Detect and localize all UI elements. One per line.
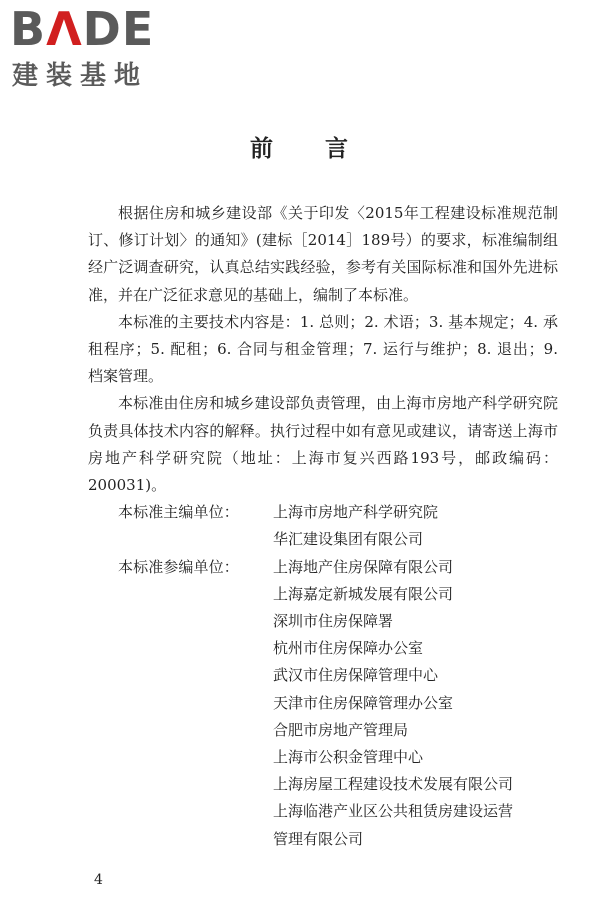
- document-body: [88, 200, 558, 853]
- org-name: 上海市房地产科学研究院: [273, 503, 439, 522]
- chief-editors-label: 本标准主编单位：: [118, 503, 239, 522]
- paragraph: 本标准由住房和城乡建设部负责管理，由上海市房地产科学研究院负责具体技术内容的解释。执行过程中如有意见或建议，请寄送上海市房地产科学研究院（地址：上海市复兴西路193号，邮政编码：200031)。: [88, 394, 558, 495]
- org-name: 天津市住房保障管理办公室: [273, 693, 454, 712]
- org-name: 杭州市住房保障办公室: [273, 639, 424, 658]
- page-number: 4: [94, 872, 103, 888]
- org-name: 武汉市住房保障管理中心: [273, 666, 439, 685]
- logo-subtitle: 建装基地: [12, 61, 149, 91]
- org-name: 上海市公积金管理中心: [273, 748, 424, 767]
- paragraph: 根据住房和城乡建设部《关于印发〈2015年工程建设标准规范制订、修订计划〉的通知》(建标［2014］189号）的要求，标准编制组经广泛调查研究，认真总结实践经验，参考有关国际标准和国外先进标准，并在广泛征求意见的基础上，编制了本标准。: [88, 204, 558, 304]
- logo-wordmark: BΛDE: [10, 2, 155, 56]
- org-name: 深圳市住房保障署: [273, 612, 394, 631]
- org-name: 管理有限公司: [273, 829, 364, 848]
- org-name: 华汇建设集团有限公司: [273, 530, 424, 549]
- chief-editors-list: [273, 499, 558, 553]
- participating-editors-section: [88, 554, 558, 853]
- chief-editors-section: [88, 499, 558, 553]
- org-name: 合肥市房地产管理局: [273, 720, 409, 739]
- participating-editors-list: [273, 554, 558, 853]
- org-name: 上海地产住房保障有限公司: [273, 557, 454, 576]
- participating-editors-label: 本标准参编单位：: [118, 557, 239, 576]
- org-name: 上海嘉定新城发展有限公司: [273, 584, 454, 603]
- org-name: 上海临港产业区公共租赁房建设运营: [273, 802, 514, 821]
- bade-logo: [10, 2, 180, 91]
- org-name: 上海房屋工程建设技术发展有限公司: [273, 775, 514, 794]
- page-title: 前 言: [250, 135, 350, 162]
- paragraph: 本标准的主要技术内容是：1. 总则；2. 术语；3. 基本规定；4. 承租程序；5. 配租；6. 合同与租金管理；7. 运行与维护；8. 退出；9. 档案管理。: [88, 312, 558, 386]
